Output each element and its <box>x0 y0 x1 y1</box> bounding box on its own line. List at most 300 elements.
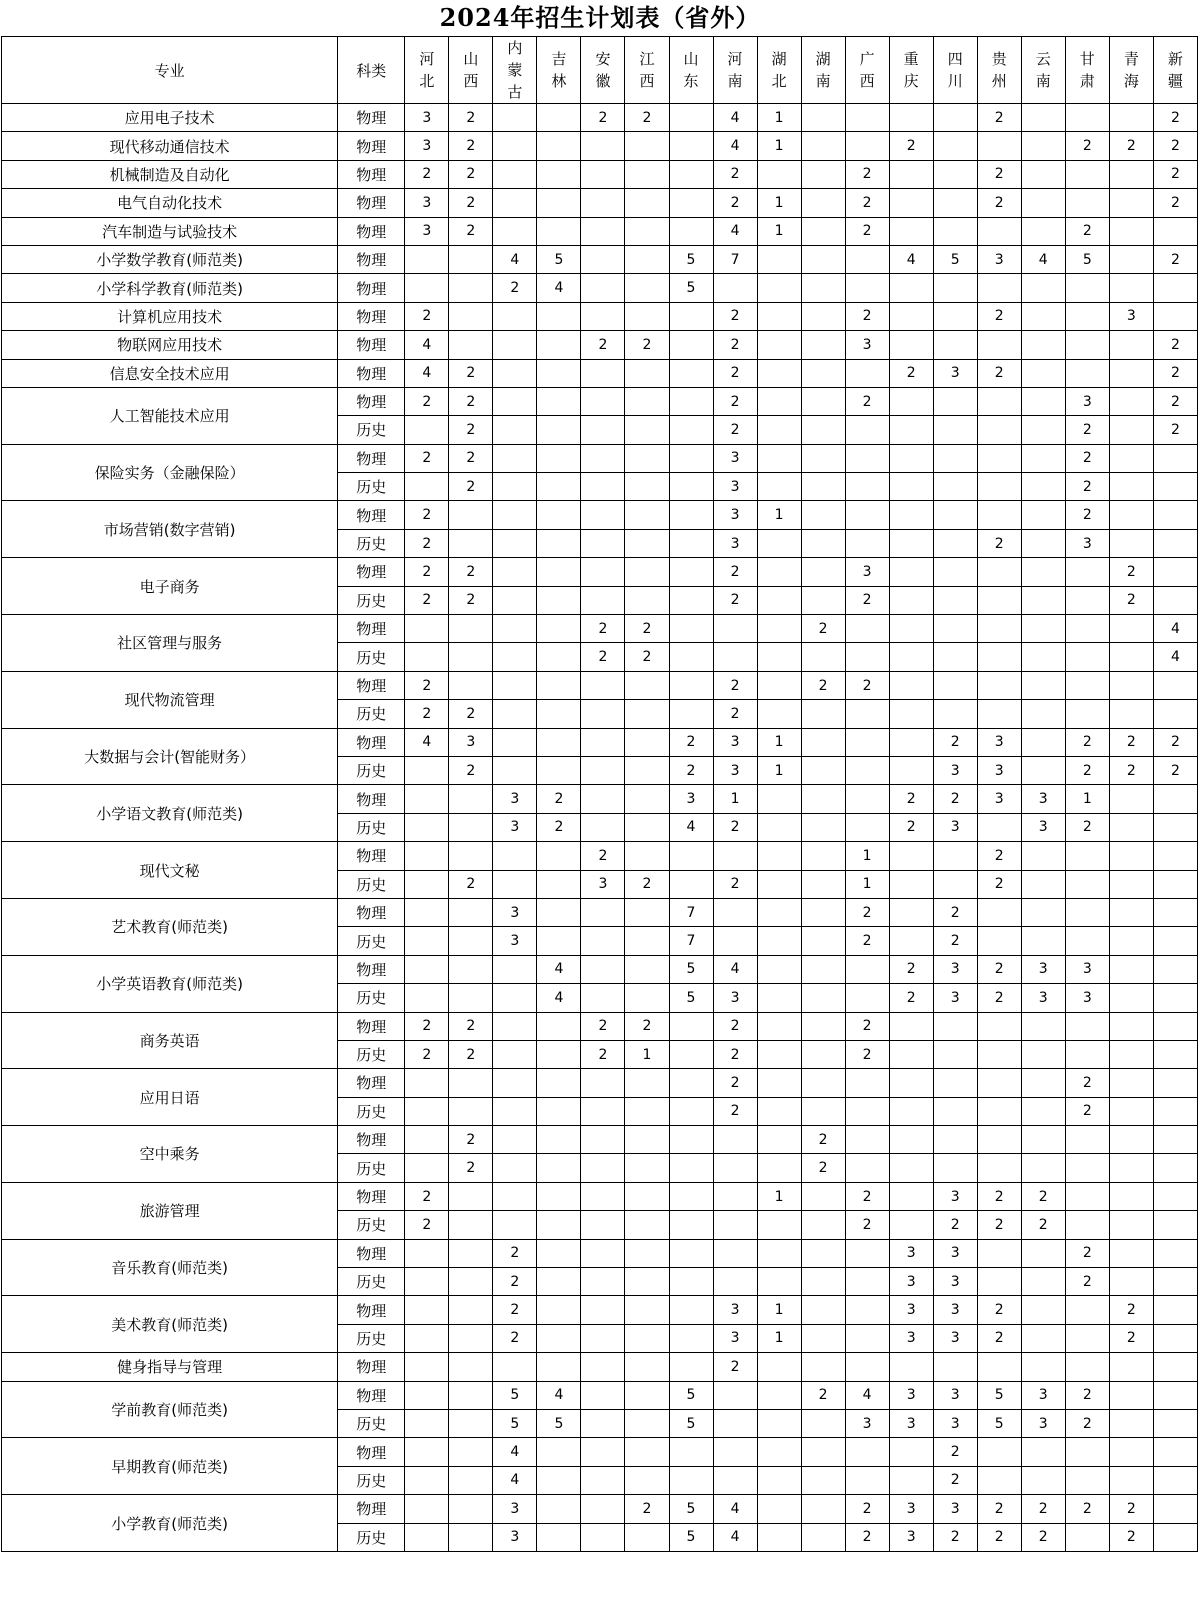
quota-cell <box>845 501 889 529</box>
subject-cell: 物理 <box>338 1353 405 1381</box>
quota-cell <box>625 473 669 501</box>
quota-cell <box>405 1239 449 1267</box>
quota-cell: 5 <box>669 984 713 1012</box>
quota-cell <box>625 984 669 1012</box>
quota-cell <box>669 1268 713 1296</box>
quota-cell <box>537 615 581 643</box>
quota-cell <box>625 785 669 813</box>
quota-cell: 2 <box>1021 1182 1065 1210</box>
quota-cell <box>1109 104 1153 132</box>
table-row <box>2 501 1198 529</box>
quota-cell <box>405 1324 449 1352</box>
subject-cell: 历史 <box>338 1324 405 1352</box>
quota-cell <box>1153 501 1197 529</box>
quota-cell <box>669 331 713 359</box>
quota-cell <box>889 728 933 756</box>
quota-cell <box>449 1268 493 1296</box>
quota-cell <box>713 1438 757 1466</box>
quota-cell <box>889 586 933 614</box>
header-province-label: 内蒙古 <box>507 39 523 101</box>
quota-cell <box>933 1126 977 1154</box>
quota-cell <box>669 1211 713 1239</box>
quota-cell <box>845 1239 889 1267</box>
quota-cell <box>1153 217 1197 245</box>
quota-cell: 2 <box>845 586 889 614</box>
quota-cell <box>669 501 713 529</box>
quota-cell <box>581 785 625 813</box>
quota-cell: 3 <box>669 785 713 813</box>
quota-cell <box>537 870 581 898</box>
header-province-label: 甘肃 <box>1079 50 1095 90</box>
quota-cell <box>1109 1438 1153 1466</box>
quota-cell: 5 <box>537 1409 581 1437</box>
quota-cell <box>581 274 625 302</box>
quota-cell <box>581 1126 625 1154</box>
quota-cell: 3 <box>933 1268 977 1296</box>
header-province-label: 吉林 <box>551 50 567 90</box>
quota-cell <box>977 1097 1021 1125</box>
quota-cell: 3 <box>977 785 1021 813</box>
quota-cell: 3 <box>713 728 757 756</box>
quota-cell <box>625 1353 669 1381</box>
quota-cell <box>537 104 581 132</box>
quota-cell: 2 <box>537 785 581 813</box>
quota-cell <box>449 1381 493 1409</box>
header-province <box>801 37 845 104</box>
quota-cell: 3 <box>1109 302 1153 330</box>
quota-cell <box>845 1466 889 1494</box>
quota-cell <box>889 643 933 671</box>
quota-cell <box>1109 870 1153 898</box>
quota-cell <box>449 1239 493 1267</box>
quota-cell <box>845 473 889 501</box>
subject-cell: 物理 <box>338 387 405 415</box>
quota-cell: 3 <box>405 132 449 160</box>
quota-cell <box>625 1097 669 1125</box>
quota-cell <box>669 189 713 217</box>
quota-cell <box>1109 984 1153 1012</box>
quota-cell <box>1065 615 1109 643</box>
quota-cell <box>493 955 537 983</box>
quota-cell: 2 <box>1109 132 1153 160</box>
quota-cell <box>801 1040 845 1068</box>
quota-cell <box>581 1296 625 1324</box>
quota-cell <box>493 302 537 330</box>
quota-cell: 3 <box>889 1239 933 1267</box>
quota-cell <box>669 1353 713 1381</box>
quota-cell <box>537 700 581 728</box>
subject-cell: 物理 <box>338 160 405 188</box>
quota-cell: 3 <box>405 189 449 217</box>
quota-cell <box>625 359 669 387</box>
quota-cell: 3 <box>493 898 537 926</box>
quota-cell: 3 <box>493 927 537 955</box>
quota-cell <box>1021 1012 1065 1040</box>
quota-cell <box>845 1126 889 1154</box>
quota-cell <box>801 501 845 529</box>
table-row <box>2 1296 1198 1324</box>
quota-cell <box>757 1381 801 1409</box>
quota-cell: 1 <box>845 870 889 898</box>
quota-cell: 3 <box>1065 955 1109 983</box>
header-province-label: 青海 <box>1123 50 1139 90</box>
quota-cell: 5 <box>669 274 713 302</box>
quota-cell <box>1021 529 1065 557</box>
quota-cell <box>449 1097 493 1125</box>
quota-cell <box>537 331 581 359</box>
quota-cell <box>493 728 537 756</box>
quota-cell <box>1065 870 1109 898</box>
quota-cell <box>889 1154 933 1182</box>
quota-cell <box>493 842 537 870</box>
quota-cell: 2 <box>581 643 625 671</box>
quota-cell <box>405 1438 449 1466</box>
quota-cell <box>757 1239 801 1267</box>
quota-cell: 2 <box>845 160 889 188</box>
quota-cell <box>713 898 757 926</box>
quota-cell <box>933 870 977 898</box>
quota-cell <box>845 813 889 841</box>
major-name: 学前教育(师范类) <box>2 1381 338 1438</box>
quota-cell <box>1109 160 1153 188</box>
quota-cell <box>405 756 449 784</box>
quota-cell <box>757 955 801 983</box>
quota-cell <box>581 927 625 955</box>
quota-cell <box>405 785 449 813</box>
quota-cell <box>889 700 933 728</box>
major-name: 小学英语教育(师范类) <box>2 955 338 1012</box>
quota-cell: 3 <box>889 1409 933 1437</box>
quota-cell <box>625 898 669 926</box>
quota-cell <box>493 586 537 614</box>
table-row <box>2 1126 1198 1154</box>
quota-cell: 2 <box>845 1012 889 1040</box>
quota-cell <box>889 671 933 699</box>
quota-cell <box>801 955 845 983</box>
major-name: 小学语文教育(师范类) <box>2 785 338 842</box>
quota-cell: 4 <box>405 331 449 359</box>
quota-cell: 2 <box>449 444 493 472</box>
quota-cell: 2 <box>449 1154 493 1182</box>
quota-cell <box>581 529 625 557</box>
quota-cell: 2 <box>845 671 889 699</box>
subject-cell: 历史 <box>338 529 405 557</box>
quota-cell <box>757 700 801 728</box>
quota-cell <box>405 1069 449 1097</box>
quota-cell <box>757 1012 801 1040</box>
quota-cell <box>405 1268 449 1296</box>
subject-cell: 物理 <box>338 842 405 870</box>
quota-cell <box>1065 643 1109 671</box>
quota-cell <box>581 160 625 188</box>
quota-cell <box>889 1211 933 1239</box>
quota-cell <box>889 1353 933 1381</box>
quota-cell <box>757 1409 801 1437</box>
quota-cell <box>625 1324 669 1352</box>
quota-cell: 2 <box>493 1324 537 1352</box>
quota-cell <box>581 1324 625 1352</box>
quota-cell: 2 <box>1153 387 1197 415</box>
subject-cell: 历史 <box>338 1154 405 1182</box>
quota-cell <box>405 1154 449 1182</box>
quota-cell: 2 <box>405 671 449 699</box>
quota-cell <box>537 1438 581 1466</box>
quota-cell <box>449 643 493 671</box>
quota-cell: 2 <box>977 1324 1021 1352</box>
quota-cell <box>713 1154 757 1182</box>
quota-cell: 2 <box>933 1438 977 1466</box>
quota-cell <box>889 756 933 784</box>
table-row <box>2 728 1198 756</box>
quota-cell <box>713 615 757 643</box>
quota-cell <box>977 444 1021 472</box>
table-row <box>2 160 1198 188</box>
quota-cell <box>581 1239 625 1267</box>
quota-cell: 2 <box>1065 473 1109 501</box>
quota-cell <box>669 387 713 415</box>
quota-cell <box>581 586 625 614</box>
quota-cell <box>977 643 1021 671</box>
quota-cell: 2 <box>977 1211 1021 1239</box>
quota-cell: 4 <box>1153 643 1197 671</box>
quota-cell <box>977 501 1021 529</box>
quota-cell <box>757 331 801 359</box>
quota-cell <box>493 643 537 671</box>
quota-cell: 2 <box>977 359 1021 387</box>
quota-cell: 2 <box>1065 1495 1109 1523</box>
quota-cell <box>493 387 537 415</box>
quota-cell <box>889 160 933 188</box>
quota-cell <box>933 189 977 217</box>
quota-cell: 2 <box>449 217 493 245</box>
quota-cell <box>933 274 977 302</box>
quota-cell <box>845 1154 889 1182</box>
quota-cell <box>625 1211 669 1239</box>
quota-cell: 3 <box>493 813 537 841</box>
header-province-label: 重庆 <box>903 50 919 90</box>
quota-cell <box>669 1296 713 1324</box>
quota-cell: 1 <box>757 217 801 245</box>
quota-cell: 2 <box>977 955 1021 983</box>
quota-cell <box>933 529 977 557</box>
quota-cell <box>933 615 977 643</box>
quota-cell <box>933 302 977 330</box>
quota-cell: 2 <box>801 671 845 699</box>
quota-cell: 2 <box>405 700 449 728</box>
quota-cell: 3 <box>713 756 757 784</box>
quota-cell <box>1109 1097 1153 1125</box>
quota-cell <box>977 132 1021 160</box>
quota-cell: 2 <box>977 1296 1021 1324</box>
quota-cell <box>801 1466 845 1494</box>
quota-cell <box>537 1268 581 1296</box>
quota-cell <box>1109 217 1153 245</box>
major-name: 机械制造及自动化 <box>2 160 338 188</box>
quota-cell <box>1109 1268 1153 1296</box>
quota-cell: 3 <box>1021 1381 1065 1409</box>
quota-cell: 2 <box>1065 444 1109 472</box>
quota-cell <box>889 1069 933 1097</box>
quota-cell <box>1065 302 1109 330</box>
subject-cell: 历史 <box>338 870 405 898</box>
quota-cell <box>1021 189 1065 217</box>
quota-cell <box>933 416 977 444</box>
quota-cell: 2 <box>449 416 493 444</box>
quota-cell <box>1021 1097 1065 1125</box>
quota-cell <box>933 217 977 245</box>
quota-cell: 2 <box>713 387 757 415</box>
header-province-label: 山东 <box>683 50 699 90</box>
subject-cell: 物理 <box>338 359 405 387</box>
quota-cell <box>801 870 845 898</box>
quota-cell <box>1109 615 1153 643</box>
quota-cell <box>537 1040 581 1068</box>
quota-cell <box>801 1296 845 1324</box>
quota-cell <box>581 700 625 728</box>
quota-cell <box>1153 955 1197 983</box>
quota-cell <box>933 444 977 472</box>
major-name: 现代文秘 <box>2 842 338 899</box>
subject-cell: 历史 <box>338 927 405 955</box>
quota-cell <box>537 1523 581 1551</box>
quota-cell <box>933 473 977 501</box>
quota-cell <box>625 416 669 444</box>
quota-cell <box>801 529 845 557</box>
quota-cell: 2 <box>405 160 449 188</box>
quota-cell <box>801 1324 845 1352</box>
quota-cell: 1 <box>757 104 801 132</box>
quota-cell: 2 <box>625 615 669 643</box>
quota-cell <box>625 842 669 870</box>
quota-cell <box>713 274 757 302</box>
quota-cell <box>669 359 713 387</box>
quota-cell <box>405 813 449 841</box>
quota-cell <box>1109 444 1153 472</box>
quota-cell <box>493 1182 537 1210</box>
quota-cell: 2 <box>713 586 757 614</box>
table-row <box>2 1381 1198 1409</box>
quota-cell <box>1153 842 1197 870</box>
subject-cell: 物理 <box>338 1012 405 1040</box>
header-province <box>493 37 537 104</box>
quota-cell <box>449 615 493 643</box>
table-row <box>2 955 1198 983</box>
quota-cell <box>405 984 449 1012</box>
quota-cell: 2 <box>1021 1495 1065 1523</box>
quota-cell <box>845 529 889 557</box>
quota-cell <box>1065 1438 1109 1466</box>
major-name: 小学教育(师范类) <box>2 1495 338 1552</box>
quota-cell: 2 <box>669 756 713 784</box>
quota-cell <box>713 1211 757 1239</box>
quota-cell <box>669 1040 713 1068</box>
header-province-label: 新疆 <box>1167 50 1183 90</box>
quota-cell <box>537 444 581 472</box>
header-province-label: 河北 <box>419 50 435 90</box>
quota-cell <box>845 1069 889 1097</box>
quota-cell <box>493 1211 537 1239</box>
quota-cell: 2 <box>405 558 449 586</box>
quota-cell <box>1109 643 1153 671</box>
quota-cell <box>625 501 669 529</box>
quota-cell <box>757 1126 801 1154</box>
quota-cell <box>537 1466 581 1494</box>
quota-cell: 3 <box>405 217 449 245</box>
subject-cell: 历史 <box>338 756 405 784</box>
quota-cell: 2 <box>625 1495 669 1523</box>
quota-cell <box>801 1409 845 1437</box>
quota-cell <box>801 104 845 132</box>
quota-cell <box>713 1239 757 1267</box>
quota-cell: 3 <box>1065 529 1109 557</box>
quota-cell: 3 <box>713 984 757 1012</box>
quota-cell <box>581 245 625 273</box>
quota-cell <box>757 586 801 614</box>
major-name: 早期教育(师范类) <box>2 1438 338 1495</box>
quota-cell: 2 <box>713 1040 757 1068</box>
quota-cell <box>1153 274 1197 302</box>
table-row <box>2 444 1198 472</box>
quota-cell <box>1021 700 1065 728</box>
quota-cell: 2 <box>449 387 493 415</box>
subject-cell: 历史 <box>338 1268 405 1296</box>
quota-cell <box>801 1495 845 1523</box>
quota-cell: 3 <box>493 785 537 813</box>
quota-cell: 3 <box>933 756 977 784</box>
quota-cell: 2 <box>889 359 933 387</box>
quota-cell <box>449 245 493 273</box>
quota-cell <box>1109 785 1153 813</box>
quota-cell <box>537 842 581 870</box>
quota-cell: 4 <box>1153 615 1197 643</box>
quota-cell: 2 <box>405 387 449 415</box>
header-province <box>845 37 889 104</box>
quota-cell: 2 <box>1109 558 1153 586</box>
quota-cell: 2 <box>1065 1069 1109 1097</box>
quota-cell: 3 <box>713 473 757 501</box>
quota-cell <box>977 700 1021 728</box>
major-name: 商务英语 <box>2 1012 338 1069</box>
quota-cell: 2 <box>933 1211 977 1239</box>
quota-cell <box>669 615 713 643</box>
quota-cell: 3 <box>933 984 977 1012</box>
header-province <box>713 37 757 104</box>
quota-cell: 2 <box>449 104 493 132</box>
quota-cell <box>537 1097 581 1125</box>
quota-cell <box>1021 671 1065 699</box>
subject-cell: 物理 <box>338 955 405 983</box>
quota-cell: 2 <box>449 132 493 160</box>
quota-cell <box>625 927 669 955</box>
quota-cell: 4 <box>669 813 713 841</box>
header-province-label: 安徽 <box>595 50 611 90</box>
quota-cell: 4 <box>537 984 581 1012</box>
quota-cell <box>537 1239 581 1267</box>
quota-cell: 1 <box>757 501 801 529</box>
quota-cell <box>977 1466 1021 1494</box>
quota-cell <box>977 813 1021 841</box>
quota-cell <box>449 1069 493 1097</box>
quota-cell: 2 <box>713 160 757 188</box>
quota-cell <box>537 501 581 529</box>
quota-cell: 2 <box>1153 132 1197 160</box>
quota-cell <box>713 1466 757 1494</box>
quota-cell <box>537 160 581 188</box>
quota-cell <box>625 1239 669 1267</box>
quota-cell: 4 <box>537 274 581 302</box>
quota-cell <box>757 160 801 188</box>
quota-cell: 7 <box>669 898 713 926</box>
